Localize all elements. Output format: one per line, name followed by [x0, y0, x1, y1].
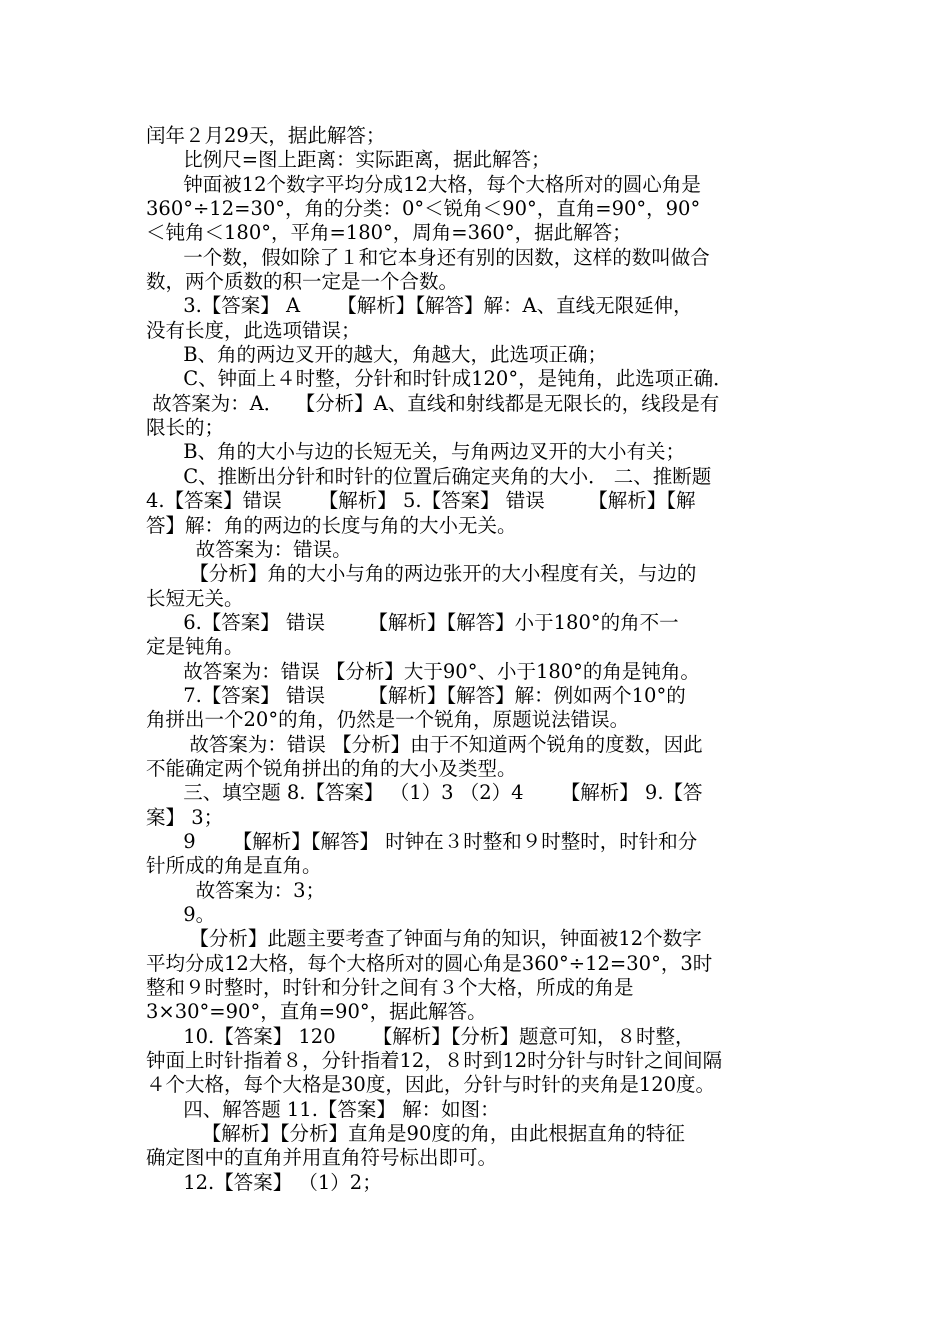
- text-line: 钟面被12个数字平均分成12大格，每个大格所对的圆心角是: [146, 172, 701, 196]
- text-line: 12.【答案】 （1）2；: [146, 1170, 382, 1194]
- text-line: 长短无关。: [146, 586, 244, 610]
- text-line: 3×30°=90°，直角=90°，据此解答。: [146, 1000, 487, 1024]
- text-line: 故答案为：错误 【分析】大于90°、小于180°的角是钝角。: [146, 659, 700, 683]
- text-line: 故答案为：错误 【分析】由于不知道两个锐角的度数，因此: [146, 732, 703, 756]
- text-line: 钟面上时针指着８，分针指着12，８时到12时分针与时针之间间隔: [146, 1049, 723, 1073]
- text-line: 三、填空题 8.【答案】 （1）3 （2）4 【解析】 9.【答: [146, 781, 703, 805]
- text-line: 不能确定两个锐角拼出的角的大小及类型。: [146, 756, 517, 780]
- text-line: 故答案为：错误。: [146, 537, 352, 561]
- text-line: 6.【答案】 错误 【解析】【解答】小于180°的角不一: [146, 610, 679, 634]
- text-line: 四、解答题 11.【答案】 解：如图：: [146, 1097, 500, 1121]
- text-line: 360°÷12=30°，角的分类：0°＜锐角＜90°，直角=90°，90°: [146, 197, 701, 221]
- text-line: ＜钝角＜180°，平角=180°，周角=360°，据此解答；: [146, 221, 632, 245]
- text-line: 【分析】角的大小与角的两边张开的大小程度有关，与边的: [146, 562, 697, 586]
- text-line: 闰年２月29天，据此解答；: [146, 124, 386, 147]
- text-line: 7.【答案】 错误 【解析】【解答】解：例如两个10°的: [146, 683, 686, 707]
- text-line: 【分析】此题主要考查了钟面与角的知识，钟面被12个数字: [146, 927, 702, 951]
- text-line: 9。: [146, 903, 216, 926]
- text-line: 9 【解析】【解答】 时钟在３时整和９时整时，时针和分: [146, 829, 698, 853]
- text-line: 限长的；: [146, 416, 225, 440]
- text-line: 比例尺=图上距离：实际距离，据此解答；: [146, 148, 551, 172]
- document-body: [146, 124, 811, 1195]
- text-line: 3.【答案】 A 【解析】【解答】解：A、直线无限延伸，: [146, 294, 693, 318]
- text-line: 故答案为：A． 【分析】A、直线和射线都是无限长的，线段是有: [146, 391, 720, 415]
- text-line: C、钟面上４时整，分针和时针成120°，是钝角，此选项正确．: [146, 367, 733, 391]
- text-line: ４个大格，每个大格是30度，因此，分针与时针的夹角是120度。: [146, 1073, 716, 1097]
- text-line: 角拼出一个20°的角，仍然是一个锐角，原题说法错误。: [146, 708, 630, 732]
- text-line: 故答案为：3；: [146, 878, 325, 902]
- text-line: 整和９时整时，时针和分针之间有３个大格，所成的角是: [146, 976, 634, 1000]
- text-line: 【解析】【分析】直角是90度的角，由此根据直角的特征: [146, 1122, 685, 1146]
- text-line: 案】 3；: [146, 805, 224, 829]
- text-line: 数，两个质数的积一定是一个合数。: [146, 270, 459, 294]
- text-line: B、角的两边叉开的越大，角越大，此选项正确；: [146, 343, 608, 367]
- text-line: B、角的大小与边的长短无关，与角两边叉开的大小有关；: [146, 440, 686, 464]
- text-line: 一个数，假如除了１和它本身还有别的因数，这样的数叫做合: [146, 245, 710, 269]
- text-line: 10.【答案】 120 【解析】【分析】题意可知，８时整，: [146, 1024, 695, 1048]
- text-line: 确定图中的直角并用直角符号标出即可。: [146, 1146, 498, 1170]
- text-line: 平均分成12大格，每个大格所对的圆心角是360°÷12=30°，3时: [146, 951, 713, 975]
- text-line: 没有长度，此选项错误；: [146, 318, 361, 342]
- text-line: 4.【答案】错误 【解析】 5.【答案】 错误 【解析】【解: [146, 489, 696, 513]
- text-line: 定是钝角。: [146, 635, 244, 659]
- text-line: 针所成的角是直角。: [146, 854, 322, 878]
- text-line: C、推断出分针和时针的位置后确定夹角的大小． 二、推断题: [146, 464, 712, 488]
- text-line: 答】解：角的两边的长度与角的大小无关。: [146, 513, 517, 537]
